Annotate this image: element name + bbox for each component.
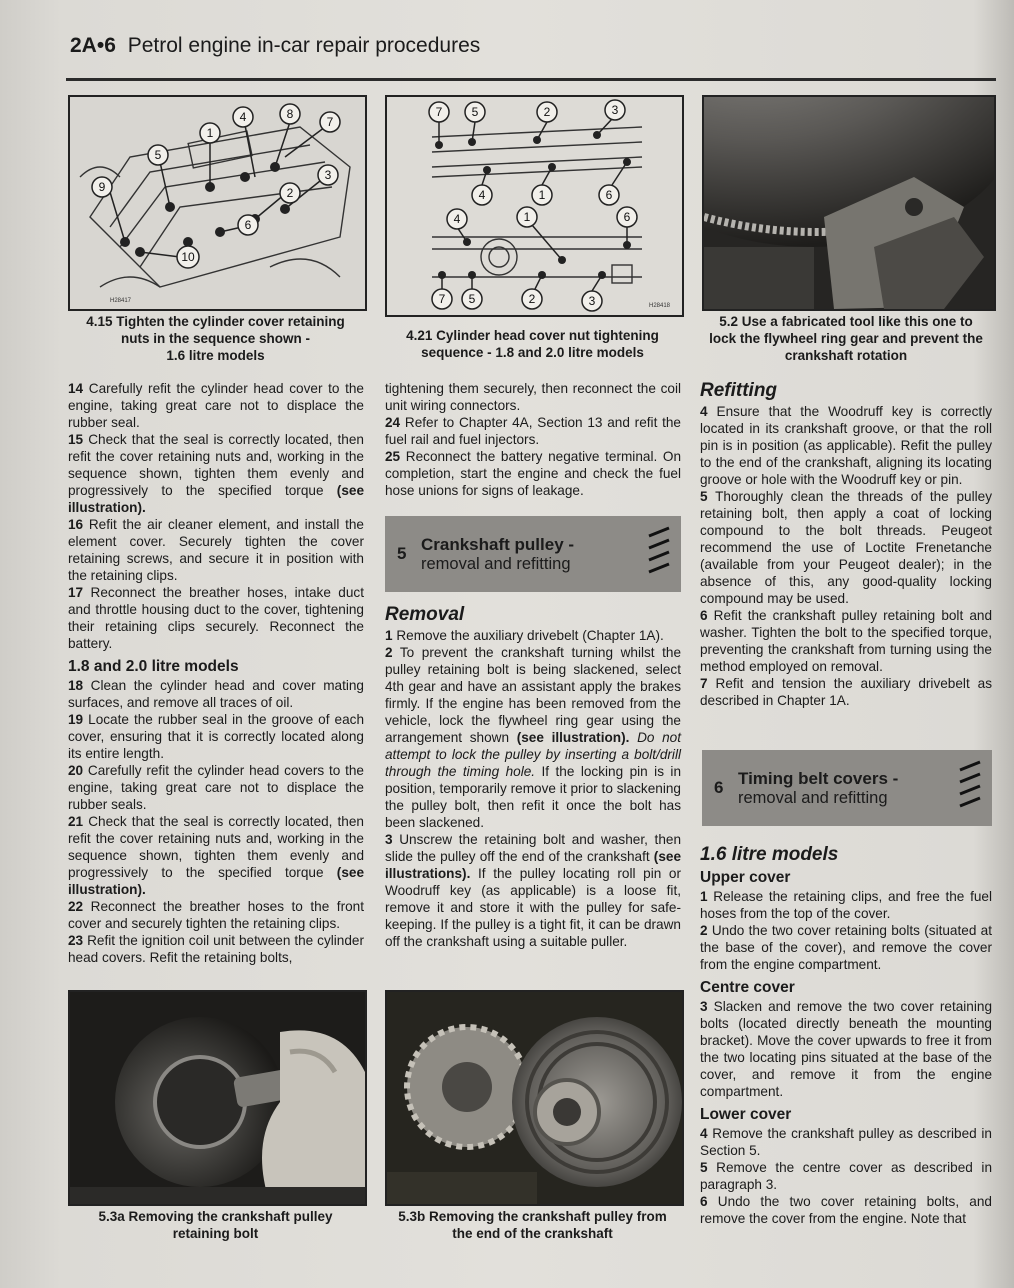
para-num: 14	[68, 381, 84, 396]
para-text: To prevent the crankshaft turning whilst the pulley retaining bolt is being slackened, select 4th gear and have an assistant apply the brakes firmly. If the engine has been removed from the vehicle, lock the flywheel ring gear using the arrangement shown	[385, 645, 682, 745]
para-text: Remove the crankshaft pulley as described in Section 5.	[700, 1126, 992, 1158]
caption-line: 1.6 litre models	[166, 348, 265, 363]
para-text: Thoroughly clean the threads of the pulley retaining bolt, then apply a coat of locking compound to the bolt threads. Peugeot recommend the use of Loctite Frenetanche (available from your Peugeot dealer); in the absence of this, any good-quality locking compound may be used.	[700, 489, 992, 606]
num-7: 7	[326, 115, 334, 129]
num-bottom-5: 5	[468, 292, 476, 306]
para-14	[68, 380, 364, 431]
num-top-3: 3	[611, 103, 619, 117]
para-num: 21	[68, 814, 84, 829]
text-column-3	[700, 378, 992, 709]
para-num: 16	[68, 517, 84, 532]
figure-5-3a-photo	[68, 990, 367, 1206]
para-text: If the pulley locating roll pin or Woodruff key (as applicable) is a loose fit, remove it and store it with the pulley for safe-keeping. If the pulley is a tight fit, it can be drawn off the crankshaft using a suitable puller.	[385, 866, 681, 949]
para-q1	[700, 888, 992, 922]
para-text: Ensure that the Woodruff key is correctly located in its crankshaft groove, or that the roll pin is in position (as applicable). Refit the pulley to the end of the crankshaft, aligning its locating groove or hole with the Woodruff key or pin.	[700, 404, 993, 487]
num-bottom-6: 6	[623, 210, 631, 224]
caption-line: 5.3a Removing the crankshaft pulley	[98, 1209, 333, 1224]
para-20	[68, 762, 364, 813]
num-1: 1	[206, 126, 214, 140]
para-text: Refer to Chapter 4A, Section 13 and refit the fuel rail and fuel injectors.	[385, 415, 681, 447]
para-num: 6	[700, 1194, 708, 1209]
figure-ref: H28418	[649, 303, 671, 309]
section-6-banner	[702, 750, 992, 826]
head-cover-sequence-diagram	[387, 97, 682, 315]
para-num: 5	[700, 489, 708, 504]
para-num: 20	[68, 763, 84, 778]
para-text: Unscrew the retaining bolt and washer, then slide the pulley off the end of the crankshaft	[385, 832, 682, 864]
figure-5-2-caption	[700, 313, 992, 364]
section-number: 5	[397, 544, 407, 563]
num-2: 2	[286, 186, 294, 200]
caption-line: crankshaft rotation	[784, 348, 908, 363]
para-text: Clean the cylinder head and cover mating surfaces, and remove all traces of oil.	[68, 678, 364, 710]
para-num: 25	[385, 449, 401, 464]
num-bottom-7: 7	[438, 292, 446, 306]
section-title	[421, 535, 574, 574]
page-header	[70, 34, 970, 70]
para-q3	[700, 998, 992, 1100]
num-4: 4	[239, 110, 247, 124]
text-column-2b	[385, 602, 681, 950]
para-q2	[700, 922, 992, 973]
para-text: Undo the two cover retaining bolts, and remove the cover from the engine. Note that	[700, 1194, 992, 1226]
para-text: Undo the two cover retaining bolts (situated at the base of the cover), and remove the cover from the engine compartment.	[700, 923, 993, 972]
italic-note: Do not attempt to lock the pulley by inserting a bolt/drill through the timing hole.	[385, 730, 682, 779]
illustration-ref: (see illustration).	[516, 730, 630, 745]
para-text: If the locking pin is in position, temporarily remove it prior to slackening the pulley bolt, then refit it once the bolt has been slackened.	[385, 764, 682, 830]
heading-1-8-2-0: 1.8 and 2.0 litre models	[68, 658, 239, 675]
para-17	[68, 584, 364, 652]
para-25	[385, 448, 681, 499]
subheading-lower-cover: Lower cover	[700, 1106, 792, 1123]
para-6	[700, 607, 992, 675]
para-num: 4	[700, 1126, 708, 1141]
subheading-centre-cover: Centre cover	[700, 979, 795, 996]
difficulty-spanner-icon	[956, 756, 986, 818]
figure-4-21-drawing	[385, 95, 684, 317]
caption-line: lock the flywheel ring gear and prevent the	[709, 331, 983, 346]
num-6: 6	[244, 218, 252, 232]
para-24	[385, 414, 681, 448]
illustration-ref: (see illustration).	[68, 865, 365, 897]
num-top-2: 2	[543, 105, 551, 119]
section-number: 6	[714, 778, 724, 797]
figure-4-15-caption	[68, 313, 363, 364]
num-10: 10	[181, 250, 195, 264]
para-19	[68, 711, 364, 762]
para-22	[68, 898, 364, 932]
para-num: 1	[700, 889, 708, 904]
num-top-1: 1	[538, 188, 546, 202]
para-cont: tightening them securely, then reconnect the coil unit wiring connectors.	[385, 381, 681, 413]
caption-line: retaining bolt	[172, 1226, 259, 1241]
caption-line: sequence - 1.8 and 2.0 litre models	[421, 345, 644, 360]
illustration-ref: (see illustration).	[68, 483, 365, 515]
para-text: Reconnect the breather hoses, intake duct and throttle housing duct to the cover, tightening their retaining clips securely. Reconnect the battery.	[68, 585, 364, 651]
num-3: 3	[324, 168, 332, 182]
para-num: 7	[700, 676, 708, 691]
para-1	[385, 627, 681, 644]
para-4	[700, 403, 992, 488]
caption-line: 4.15 Tighten the cylinder cover retaining	[86, 314, 345, 329]
para-text: Carefully refit the cylinder head covers to the engine, taking great care not to displace the rubber seals.	[68, 763, 364, 812]
num-8: 8	[286, 107, 294, 121]
para-text: Check that the seal is correctly located, then refit the cover retaining nuts and, working in the sequence shown, tighten them evenly and progressively to the specified torque	[68, 814, 364, 880]
text-column-1	[68, 380, 364, 966]
num-top-6: 6	[605, 188, 613, 202]
para-num: 4	[700, 404, 708, 419]
caption-line: the end of the crankshaft	[452, 1226, 613, 1241]
para-num: 5	[700, 1160, 708, 1175]
para-num: 2	[700, 923, 708, 938]
caption-line: nuts in the sequence shown -	[120, 331, 311, 346]
para-q6	[700, 1193, 992, 1227]
para-num: 3	[385, 832, 393, 847]
page-title: Petrol engine in-car repair procedures	[127, 34, 481, 57]
para-num: 17	[68, 585, 84, 600]
para-23	[68, 932, 364, 966]
para-5	[700, 488, 992, 607]
caption-line: 5.2 Use a fabricated tool like this one to	[719, 314, 973, 329]
para-text: Refit the crankshaft pulley retaining bolt and washer. Tighten the bolt to the specified torque, preventing the crankshaft from turning using the method employed on removal.	[700, 608, 992, 674]
para-18	[68, 677, 364, 711]
para-text: Reconnect the battery negative terminal. On completion, start the engine and check the fuel hose unions for signs of leakage.	[385, 449, 682, 498]
para-q5	[700, 1159, 992, 1193]
section-title-rest: removal and refitting	[421, 554, 571, 573]
heading-removal: Removal	[385, 604, 465, 625]
para-2	[385, 644, 681, 831]
para-text: Remove the auxiliary drivebelt (Chapter 1A).	[396, 628, 664, 643]
pulley-bolt-photo	[70, 992, 365, 1204]
engine-cover-diagram	[70, 97, 365, 309]
num-5: 5	[154, 148, 162, 162]
caption-line: 4.21 Cylinder head cover nut tightening	[406, 328, 659, 343]
section-title-bold: Timing belt covers -	[738, 768, 899, 788]
text-column-3b	[700, 842, 992, 1227]
num-bottom-2: 2	[528, 292, 536, 306]
header-rule	[66, 78, 996, 81]
para-text: Check that the seal is correctly located, then refit the cover retaining nuts and, working in the sequence shown, tighten them evenly and progressively to the specified torque	[68, 432, 364, 498]
section-title-rest: removal and refitting	[738, 788, 888, 807]
para-text: Slacken and remove the two cover retaining bolts (located directly beneath the mounting bracket). Move the cover upwards to free it from the two locating pins situated at the base of the cover, and remove it from the engine compartment.	[700, 999, 992, 1099]
figure-ref: H28417	[110, 298, 132, 304]
para-text: Carefully refit the cylinder head cover to the engine, taking great care not to displace the rubber seal.	[68, 381, 364, 430]
para-num: 19	[68, 712, 84, 727]
figure-5-2-photo	[702, 95, 996, 311]
para-num: 2	[385, 645, 393, 660]
num-top-5: 5	[471, 105, 479, 119]
para-text: Locate the rubber seal in the groove of each cover, ensuring that it is correctly located along its entire length.	[68, 712, 365, 761]
difficulty-spanner-icon	[645, 522, 675, 584]
illustration-ref: (see illustrations).	[385, 849, 682, 881]
figure-5-3b-caption	[385, 1208, 680, 1242]
para-text: Refit and tension the auxiliary drivebelt as described in Chapter 1A.	[700, 676, 993, 708]
para-num: 3	[700, 999, 708, 1014]
pulley-removal-photo	[387, 992, 682, 1204]
para-text: Remove the centre cover as described in paragraph 3.	[700, 1160, 992, 1192]
para-num: 18	[68, 678, 84, 693]
heading-refitting: Refitting	[700, 380, 778, 401]
para-num: 24	[385, 415, 401, 430]
para-7	[700, 675, 992, 709]
section-title-bold: Crankshaft pulley -	[421, 534, 575, 554]
para-text: Reconnect the breather hoses to the front cover and securely tighten the retaining clips.	[68, 899, 365, 931]
para-num: 23	[68, 933, 84, 948]
para-text: Refit the ignition coil unit between the cylinder head covers. Refit the retaining bolts,	[68, 933, 364, 965]
subheading-upper-cover: Upper cover	[700, 869, 791, 886]
para-text: Release the retaining clips, and free the fuel hoses from the top of the cover.	[700, 889, 992, 921]
num-bottom-3: 3	[588, 294, 596, 308]
num-9: 9	[98, 180, 106, 194]
para-3	[385, 831, 681, 950]
para-21	[68, 813, 364, 898]
num-top-4: 4	[478, 188, 486, 202]
para-num: 22	[68, 899, 84, 914]
para-q4	[700, 1125, 992, 1159]
section-5-banner	[385, 516, 681, 592]
para-text: Refit the air cleaner element, and install the element cover. Securely tighten the cover retaining screws, and secure it in position with the retaining clips.	[68, 517, 364, 583]
para-num: 1	[385, 628, 393, 643]
num-bottom-4: 4	[453, 212, 461, 226]
para-num: 15	[68, 432, 84, 447]
flywheel-photo	[704, 97, 994, 309]
figure-4-15-drawing	[68, 95, 367, 311]
caption-line: 5.3b Removing the crankshaft pulley from	[398, 1209, 667, 1224]
para-num: 6	[700, 608, 708, 623]
section-title	[738, 769, 898, 808]
heading-1-6-litre: 1.6 litre models	[700, 844, 839, 865]
page-number: 2A•6	[70, 34, 116, 57]
para-16	[68, 516, 364, 584]
figure-5-3b-photo	[385, 990, 684, 1206]
num-top-7: 7	[435, 105, 443, 119]
para-15	[68, 431, 364, 516]
figure-4-21-caption	[385, 327, 680, 361]
text-column-2	[385, 380, 681, 499]
num-bottom-1: 1	[523, 210, 531, 224]
figure-5-3a-caption	[68, 1208, 363, 1242]
